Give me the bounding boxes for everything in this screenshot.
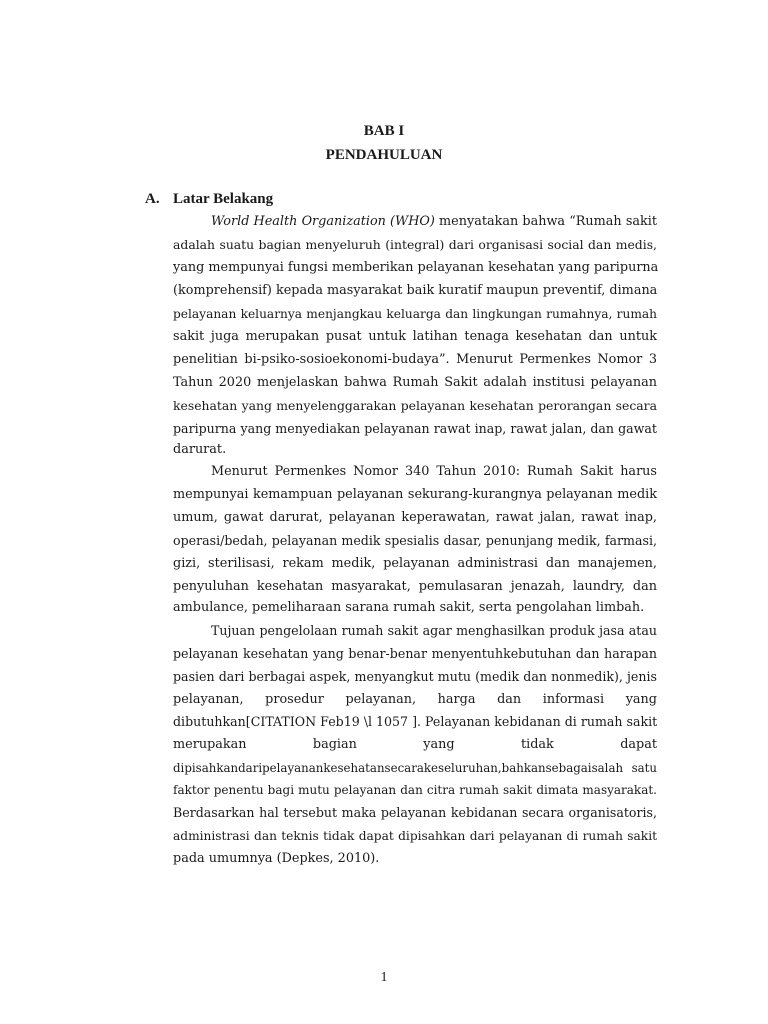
paragraph-line: adalah suatu bagian menyeluruh (integral) dari organisasi social dan medis,: [173, 237, 657, 252]
paragraph-line: [211, 213, 657, 231]
paragraph-line: Tahun 2020 menjelaskan bahwa Rumah Sakit adalah institusi pelayanan: [173, 375, 657, 390]
paragraph-line: (komprehensif) kepada masyarakat baik kuratif maupun preventif, dimana: [173, 283, 658, 298]
paragraph-line: dibutuhkan[CITATION Feb19 \l 1057 ]. Pelayanan kebidanan di rumah sakit: [173, 714, 658, 729]
paragraph-line: penelitian bi-psiko-sosioekonomi-budaya”. Menurut Permenkes Nomor 3: [173, 352, 657, 367]
paragraph-line: administrasi dan teknis tidak dapat dipisahkan dari pelayanan di rumah sakit: [173, 829, 657, 843]
paragraph-line: faktor penentu bagi mutu pelayanan dan citra rumah sakit dimata masyarakat.: [173, 783, 657, 797]
paragraph-line: ambulance, pemeliharaan sarana rumah sakit, serta pengolahan limbah.: [173, 600, 645, 615]
section-number: A.: [145, 191, 160, 207]
paragraph-line: gizi, sterilisasi, rekam medik, pelayanan administrasi dan manajemen,: [173, 556, 657, 571]
paragraph-line: Berdasarkan hal tersebut maka pelayanan kebidanan secara organisatoris,: [173, 805, 657, 820]
paragraph-line: pada umumnya (Depkes, 2010).: [173, 851, 380, 866]
paragraph-line: dipisahkandaripelayanankesehatansecarakeseluruhan,bahkansebagaisalah satu: [173, 761, 657, 775]
paragraph-line: darurat.: [173, 442, 227, 457]
paragraph-line: pelayanan, prosedur pelayanan, harga dan informasi yang: [173, 692, 657, 707]
paragraph-line: Menurut Permenkes Nomor 340 Tahun 2010: Rumah Sakit harus: [211, 464, 657, 479]
paragraph-line: penyuluhan kesehatan masyarakat, pemulasaran jenazah, laundry, dan: [173, 579, 657, 594]
chapter-label: BAB I: [363, 123, 405, 139]
page-number: 1: [380, 970, 388, 985]
paragraph-line: yang mempunyai fungsi memberikan pelayanan kesehatan yang paripurna: [173, 260, 659, 275]
section-heading: [145, 191, 273, 208]
paragraph-line: kesehatan yang menyelenggarakan pelayanan kesehatan perorangan secara: [173, 398, 657, 413]
paragraph-line: paripurna yang menyediakan pelayanan rawat inap, rawat jalan, dan gawat: [173, 421, 657, 436]
paragraph-line: umum, gawat darurat, pelayanan keperawatan, rawat jalan, rawat inap,: [173, 510, 657, 525]
paragraph-line: Tujuan pengelolaan rumah sakit agar menghasilkan produk jasa atau: [211, 623, 657, 638]
who-italic-text: World Health Organization (WHO): [211, 214, 435, 229]
chapter-title: PENDAHULUAN: [325, 147, 443, 163]
paragraph-line: pelayanan kesehatan yang benar-benar menyentuhkebutuhan dan harapan: [173, 646, 657, 661]
paragraph-line: merupakan bagian yang tidak dapat: [173, 737, 657, 752]
paragraph-line: sakit juga merupakan pusat untuk latihan tenaga kesehatan dan untuk: [173, 329, 657, 344]
paragraph-line-text: menyatakan bahwa “Rumah sakit: [434, 214, 658, 229]
paragraph-line: pasien dari berbagai aspek, menyangkut mutu (medik dan nonmedik), jenis: [173, 669, 657, 684]
paragraph-line: operasi/bedah, pelayanan medik spesialis dasar, penunjang medik, farmasi,: [173, 533, 657, 548]
paragraph-line: pelayanan keluarnya menjangkau keluarga dan lingkungan rumahnya, rumah: [173, 307, 657, 321]
paragraph-line: mempunyai kemampuan pelayanan sekurang-kurangnya pelayanan medik: [173, 487, 657, 502]
section-title: Latar Belakang: [173, 191, 274, 207]
